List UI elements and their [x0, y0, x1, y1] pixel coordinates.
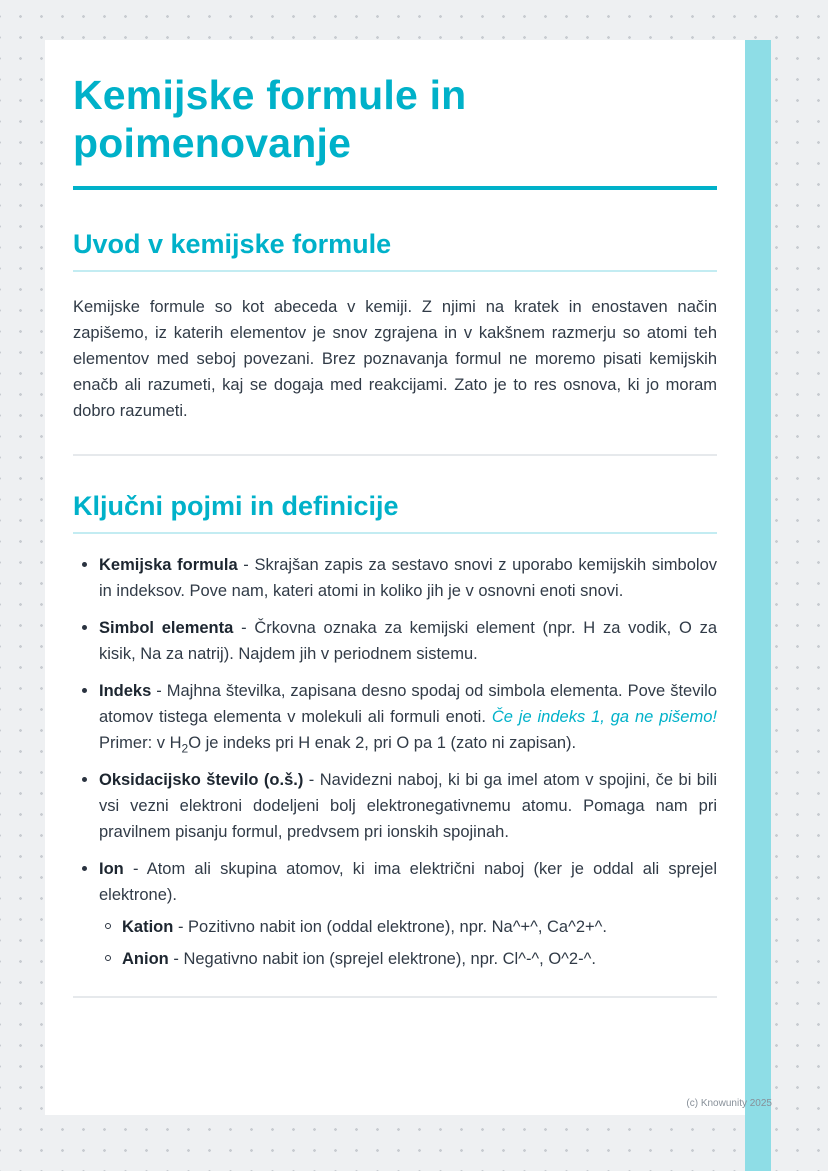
term-definition — [99, 856, 717, 908]
term-definition — [122, 914, 717, 940]
section-divider — [73, 454, 717, 456]
term-text: Negativno nabit ion (sprejel elektrone), npr. Cl^-^, O^2-^. — [183, 949, 596, 968]
term-text: Črkovna oznaka za kemijski element (npr. H za vodik, O za kisik, Na za natrij). Najdem jih v periodnem sistemu. — [99, 618, 718, 663]
term-text: Primer: v H — [99, 733, 182, 752]
circle-bullet-icon — [105, 923, 111, 929]
term-separator: - — [308, 770, 315, 789]
list-item-simbol-elementa — [73, 615, 717, 667]
term-definition — [99, 615, 717, 667]
term-text: O je indeks pri H enak 2, pri O pa 1 (zato ni zapisan). — [188, 733, 577, 752]
key-terms-heading: Ključni pojmi in definicije — [73, 490, 399, 521]
term-label: Simbol elementa — [99, 618, 234, 637]
term-separator: - — [173, 949, 179, 968]
list-item-oksidacijsko-stevilo — [73, 767, 717, 845]
bullet-icon — [82, 688, 87, 693]
bullet-icon — [82, 625, 87, 630]
page-title — [73, 72, 717, 168]
sublist-item-kation — [103, 914, 717, 940]
term-separator: - — [156, 681, 162, 700]
bullet-icon — [82, 866, 87, 871]
formula-subscript: 2 — [181, 741, 189, 756]
term-text: Skrajšan zapis za sestavo snovi z uporabo kemijskih simbolov in indeksov. Pove nam, kateri atomi in koliko jih je v osnovni enoti snovi. — [99, 555, 717, 600]
bullet-icon — [82, 562, 87, 567]
ion-sublist — [73, 914, 717, 972]
term-definition — [99, 767, 717, 845]
term-label: Ion — [99, 859, 124, 878]
footer-credit: (c) Knowunity 2025 — [686, 1098, 772, 1109]
term-definition — [99, 678, 717, 756]
title-underline — [73, 186, 717, 190]
intro-heading: Uvod v kemijske formule — [73, 228, 392, 259]
list-item-ion — [73, 856, 717, 908]
page-edge-stripe — [745, 40, 771, 1171]
term-label: Indeks — [99, 681, 152, 700]
term-text: Atom ali skupina atomov, ki ima električni naboj (ker je oddal ali sprejel elektrone). — [99, 859, 717, 904]
term-text: Majhna številka, zapisana desno spodaj od simbola elementa. Pove število atomov tistega elementa v molekuli ali formuli enoti. — [99, 681, 717, 726]
intro-paragraph: Kemijske formule so kot abeceda v kemiji. Z njimi na kratek in enostaven način zapišemo, iz katerih elementov je snov zgrajena in v kakšnem razmerju so atomi teh elementov med seboj povezani. Brez poznavanja formul ne moremo pisati kemijskih enačb ali razumeti, kaj se dogaja med reakcijami. Zato je to res osnova, ki jo moram dobro razumeti. — [73, 297, 717, 420]
bottom-divider — [73, 996, 717, 998]
term-text: Navidezni naboj, ki bi ga imel atom v spojini, če bi bili vsi vezni elektroni dodeljeni bolj elektronegativnemu atomu. Pomaga nam pri pravilnem pisanju formul, predvsem pri ionskih spojinah. — [99, 770, 717, 841]
key-terms-heading-underline — [73, 532, 717, 534]
key-terms-list — [73, 552, 717, 972]
term-label: Anion — [122, 949, 169, 968]
term-definition — [122, 946, 717, 972]
term-separator: - — [132, 859, 139, 878]
term-label: Kation — [122, 917, 174, 936]
term-definition — [99, 552, 717, 604]
section-key-terms — [73, 490, 717, 998]
term-separator: - — [177, 917, 184, 936]
intro-heading-underline — [73, 270, 717, 272]
bullet-icon — [82, 777, 87, 782]
term-separator: - — [241, 618, 247, 637]
list-item-kemijska-formula — [73, 552, 717, 604]
sublist-item-anion — [103, 946, 717, 972]
section-intro — [73, 228, 717, 424]
term-separator: - — [243, 555, 249, 574]
term-label: Oksidacijsko število (o.š.) — [99, 770, 304, 789]
list-item-indeks — [73, 678, 717, 756]
term-label: Kemijska formula — [99, 555, 238, 574]
term-text: Pozitivno nabit ion (oddal elektrone), npr. Na^+^, Ca^2+^. — [188, 917, 607, 936]
document-page — [45, 40, 745, 1115]
page-title-line1: Kemijske formule in — [73, 72, 467, 118]
circle-bullet-icon — [105, 955, 111, 961]
highlight-italic: Če je indeks 1, ga ne pišemo! — [491, 707, 717, 726]
page-title-line2: poimenovanje — [73, 119, 352, 166]
